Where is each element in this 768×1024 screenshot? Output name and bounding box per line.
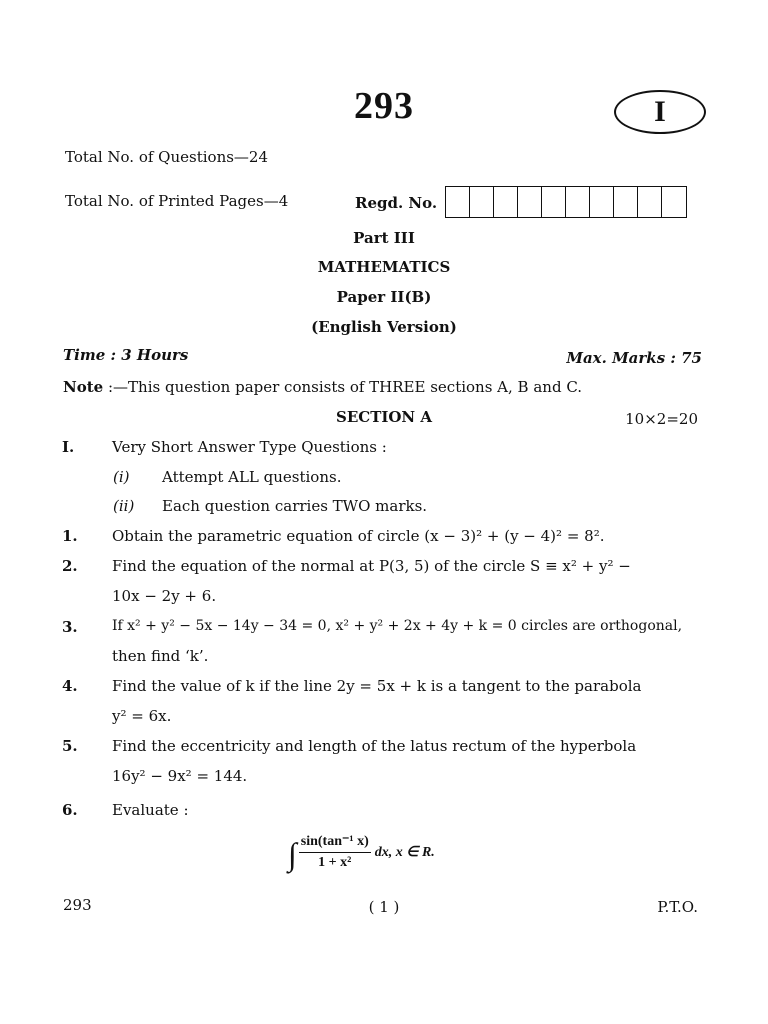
- instruction-text: Each question carries TWO marks.: [162, 497, 428, 515]
- question-text: 16y² − 9x² = 144.: [112, 767, 248, 785]
- instruction-number: I.: [62, 438, 75, 456]
- integral-fraction: [299, 833, 371, 871]
- regd-box: [590, 187, 614, 217]
- subject-title: MATHEMATICS: [317, 258, 451, 276]
- question-text: Obtain the parametric equation of circle (x − 3)² + (y − 4)² = 8².: [112, 527, 605, 545]
- note-text: :—This question paper consists of THREE sections A, B and C.: [107, 378, 583, 396]
- regd-box: [470, 187, 494, 217]
- regd-box: [662, 187, 686, 217]
- paper-code: 293: [354, 85, 414, 127]
- regd-box: [494, 187, 518, 217]
- page-number: ( 1 ): [368, 898, 400, 916]
- section-marks: 10×2=20: [625, 410, 698, 428]
- pto-label: P.T.O.: [657, 898, 698, 916]
- question-text: Find the eccentricity and length of the latus rectum of the hyperbola: [112, 737, 637, 755]
- instruction-text: Attempt ALL questions.: [162, 468, 342, 486]
- instruction-heading: Very Short Answer Type Questions :: [112, 438, 387, 456]
- question-number: 5.: [62, 737, 78, 755]
- question-text: then find ‘k’.: [112, 647, 209, 665]
- regd-number-boxes: [445, 186, 687, 218]
- question-text: Evaluate :: [112, 801, 189, 819]
- max-marks-label: Max. Marks : 75: [566, 349, 702, 367]
- total-pages: Total No. of Printed Pages—4: [65, 192, 289, 210]
- instruction-marker: (i): [113, 468, 130, 486]
- set-badge: I: [614, 90, 706, 134]
- regd-box: [614, 187, 638, 217]
- part-title: Part III: [353, 229, 415, 247]
- question-number: 3.: [62, 618, 78, 636]
- integral-expression: [288, 833, 435, 871]
- instruction-marker: (ii): [113, 497, 135, 515]
- footer-code: 293: [63, 896, 92, 914]
- question-number: 4.: [62, 677, 78, 695]
- paper-title: Paper II(B): [336, 288, 432, 306]
- time-label: Time : 3 Hours: [63, 346, 189, 364]
- question-number: 1.: [62, 527, 78, 545]
- regd-box: [446, 187, 470, 217]
- regd-box: [542, 187, 566, 217]
- question-text: 10x − 2y + 6.: [112, 587, 217, 605]
- regd-box: [566, 187, 590, 217]
- integral-tail: dx, x ∈ R.: [374, 844, 435, 860]
- question-text: If x² + y² − 5x − 14y − 34 = 0, x² + y² + 2x + 4y + k = 0 circles are orthogonal,: [112, 618, 683, 634]
- question-text: Find the equation of the normal at P(3, 5) of the circle S ≡ x² + y² −: [112, 557, 631, 575]
- question-text: Find the value of k if the line 2y = 5x + k is a tangent to the parabola: [112, 677, 642, 695]
- question-number: 6.: [62, 801, 78, 819]
- integral-denominator: 1 + x²: [318, 855, 352, 870]
- question-number: 2.: [62, 557, 78, 575]
- note-label: Note: [63, 378, 104, 396]
- integral-sign: ∫: [288, 836, 297, 872]
- total-questions: Total No. of Questions—24: [65, 148, 269, 166]
- regd-box: [638, 187, 662, 217]
- regd-label: Regd. No.: [355, 194, 438, 212]
- section-title: SECTION A: [335, 408, 433, 426]
- note-line: [63, 378, 582, 396]
- integral-numerator: sin(tan⁻¹ x): [299, 833, 371, 853]
- regd-box: [518, 187, 542, 217]
- question-text: y² = 6x.: [112, 707, 172, 725]
- version-title: (English Version): [311, 318, 457, 336]
